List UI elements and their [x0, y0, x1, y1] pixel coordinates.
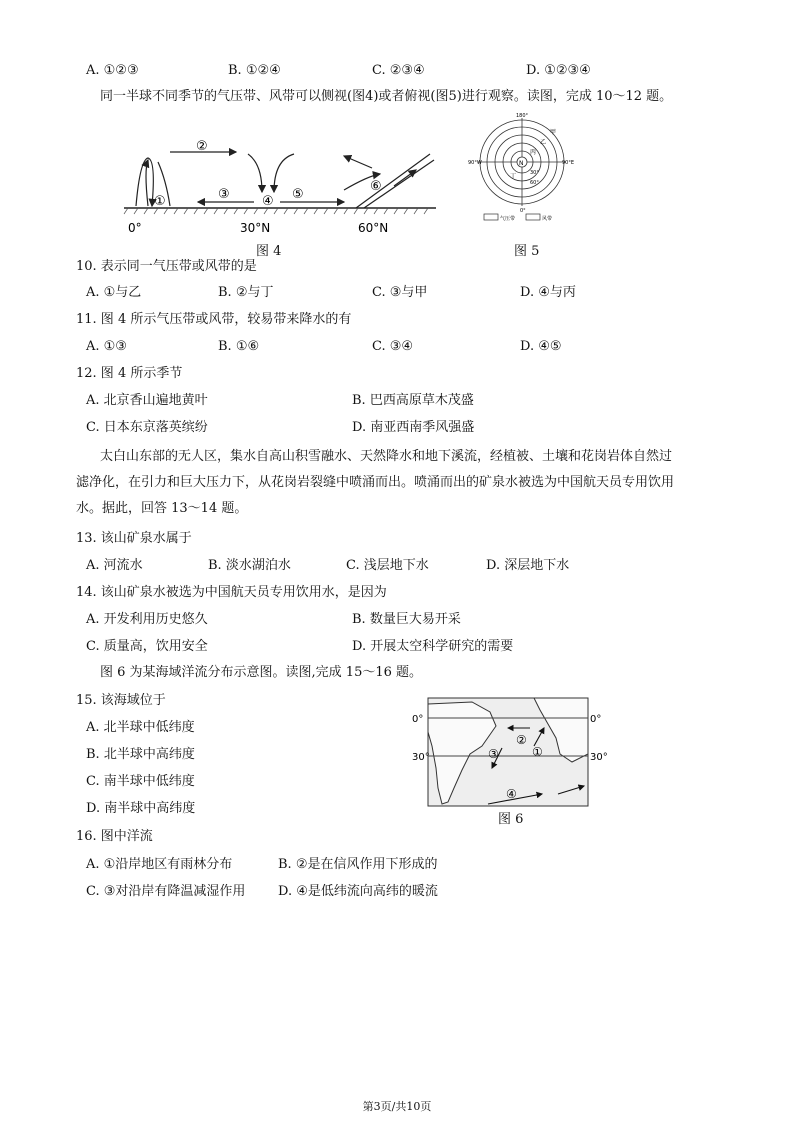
q10-option-d: D. ④与丙 — [520, 285, 576, 300]
fig4-label-1: ① — [154, 194, 166, 209]
intro-10-12: 同一半球不同季节的气压带、风带可以侧视(图4)或者俯视(图5)进行观察。读图，完成 10～12 题。 — [100, 89, 673, 104]
q14-option-d: D. 开展太空科学研究的需要 — [352, 639, 514, 654]
q15-option-b: B. 北半球中高纬度 — [86, 747, 195, 762]
q15-option-d: D. 南半球中高纬度 — [86, 801, 196, 816]
fig5-legend-pressure: 气压带 — [500, 216, 516, 222]
fig6-lat-right-0: 0° — [590, 714, 602, 725]
fig6-label-4: ④ — [506, 787, 517, 801]
q11-option-a: A. ①③ — [86, 339, 127, 354]
page-footer: 第3页/共10页 — [362, 1100, 432, 1113]
q16-option-d: D. ④是低纬流向高纬的暖流 — [278, 884, 438, 899]
q13-option-b: B. 淡水湖泊水 — [208, 558, 291, 573]
fig6-label-2: ② — [516, 733, 527, 747]
q16-option-b: B. ②是在信风作用下形成的 — [278, 857, 438, 872]
q10-option-c: C. ③与甲 — [372, 285, 428, 300]
fig5-label-yi: 乙 — [540, 139, 547, 146]
fig6-label-1: ① — [532, 745, 543, 759]
figure-5-caption: 图 5 — [514, 244, 540, 259]
fig4-label-5: ⑤ — [292, 187, 304, 202]
q12-option-d: D. 南亚西南季风强盛 — [352, 420, 475, 435]
fig5-deg-60: 60° — [530, 180, 539, 186]
intro-15-16: 图 6 为某海域洋流分布示意图。读图,完成 15～16 题。 — [100, 665, 423, 680]
fig6-lat-left-0: 0° — [412, 714, 424, 725]
intro-13-14-line3: 水。据此，回答 13～14 题。 — [76, 501, 248, 516]
q13-option-c: C. 浅层地下水 — [346, 558, 429, 573]
fig5-label-ding: 丁 — [510, 173, 517, 180]
fig5-legend-wind: 风带 — [542, 216, 553, 222]
fig5-top-lon: 180° — [516, 113, 529, 119]
figure-6-caption: 图 6 — [498, 812, 524, 827]
figure-4 — [118, 120, 448, 240]
fig4-label-2: ② — [196, 139, 208, 154]
q12-stem: 12. 图 4 所示季节 — [76, 366, 183, 381]
figure-6 — [412, 698, 612, 810]
q11-option-b: B. ①⑥ — [218, 339, 260, 354]
intro-13-14-line1: 太白山东部的无人区，集水自高山积雪融水、天然降水和地下溪流，经植被、土壤和花岗岩体自然过 — [100, 449, 673, 464]
fig6-label-3: ③ — [488, 747, 499, 761]
q10-option-a: A. ①与乙 — [86, 285, 142, 300]
option-c-prev: C. ②③④ — [372, 63, 425, 78]
fig5-label-jia: 甲 — [550, 129, 557, 136]
q16-stem: 16. 图中洋流 — [76, 829, 153, 844]
q16-option-c: C. ③对沿岸有降温减湿作用 — [86, 884, 246, 899]
fig5-label-bing: 丙 — [530, 149, 537, 156]
fig4-lat-30: 30°N — [240, 221, 271, 235]
fig5-deg-30: 30° — [530, 170, 539, 176]
q13-option-a: A. 河流水 — [86, 558, 143, 573]
q14-option-b: B. 数量巨大易开采 — [352, 612, 461, 627]
fig5-pole: N — [519, 160, 524, 167]
fig6-lat-right-30: 30° — [590, 752, 608, 763]
fig5-bottom-lon: 0° — [520, 208, 526, 214]
fig4-lat-60: 60°N — [358, 221, 389, 235]
option-d-prev: D. ①②③④ — [526, 63, 591, 78]
q11-option-d: D. ④⑤ — [520, 339, 562, 354]
q13-stem: 13. 该山矿泉水属于 — [76, 531, 192, 546]
q12-option-c: C. 日本东京落英缤纷 — [86, 420, 208, 435]
intro-13-14-line2: 滤净化，在引力和巨大压力下，从花岗岩裂缝中喷涌而出。喷涌而出的矿泉水被选为中国航天员专用饮用 — [76, 475, 675, 490]
figure-5 — [470, 112, 580, 224]
q12-option-b: B. 巴西高原草木茂盛 — [352, 393, 474, 408]
fig4-label-4: ④ — [262, 194, 274, 209]
fig4-label-6: ⑥ — [370, 179, 382, 194]
figure-4-caption: 图 4 — [256, 244, 282, 259]
fig4-lat-0: 0° — [128, 221, 142, 235]
q11-option-c: C. ③④ — [372, 339, 414, 354]
option-a-prev: A. ①②③ — [86, 63, 139, 78]
q12-option-a: A. 北京香山遍地黄叶 — [86, 393, 208, 408]
option-b-prev: B. ①②④ — [228, 63, 281, 78]
fig4-label-3: ③ — [218, 187, 230, 202]
q14-option-a: A. 开发利用历史悠久 — [86, 612, 208, 627]
q11-stem: 11. 图 4 所示气压带或风带，较易带来降水的有 — [76, 312, 352, 327]
q10-stem: 10. 表示同一气压带或风带的是 — [76, 259, 257, 274]
q15-stem: 15. 该海域位于 — [76, 693, 166, 708]
q13-option-d: D. 深层地下水 — [486, 558, 570, 573]
fig5-right-lon: 90°E — [562, 160, 575, 166]
q16-option-a: A. ①沿岸地区有雨林分布 — [86, 857, 233, 872]
fig5-left-lon: 90°W — [468, 160, 482, 166]
q10-option-b: B. ②与丁 — [218, 285, 274, 300]
q14-stem: 14. 该山矿泉水被选为中国航天员专用饮用水，是因为 — [76, 585, 387, 600]
fig6-lat-left-30: 30° — [412, 752, 430, 763]
q15-option-c: C. 南半球中低纬度 — [86, 774, 195, 789]
q15-option-a: A. 北半球中低纬度 — [86, 720, 195, 735]
q14-option-c: C. 质量高，饮用安全 — [86, 639, 208, 654]
